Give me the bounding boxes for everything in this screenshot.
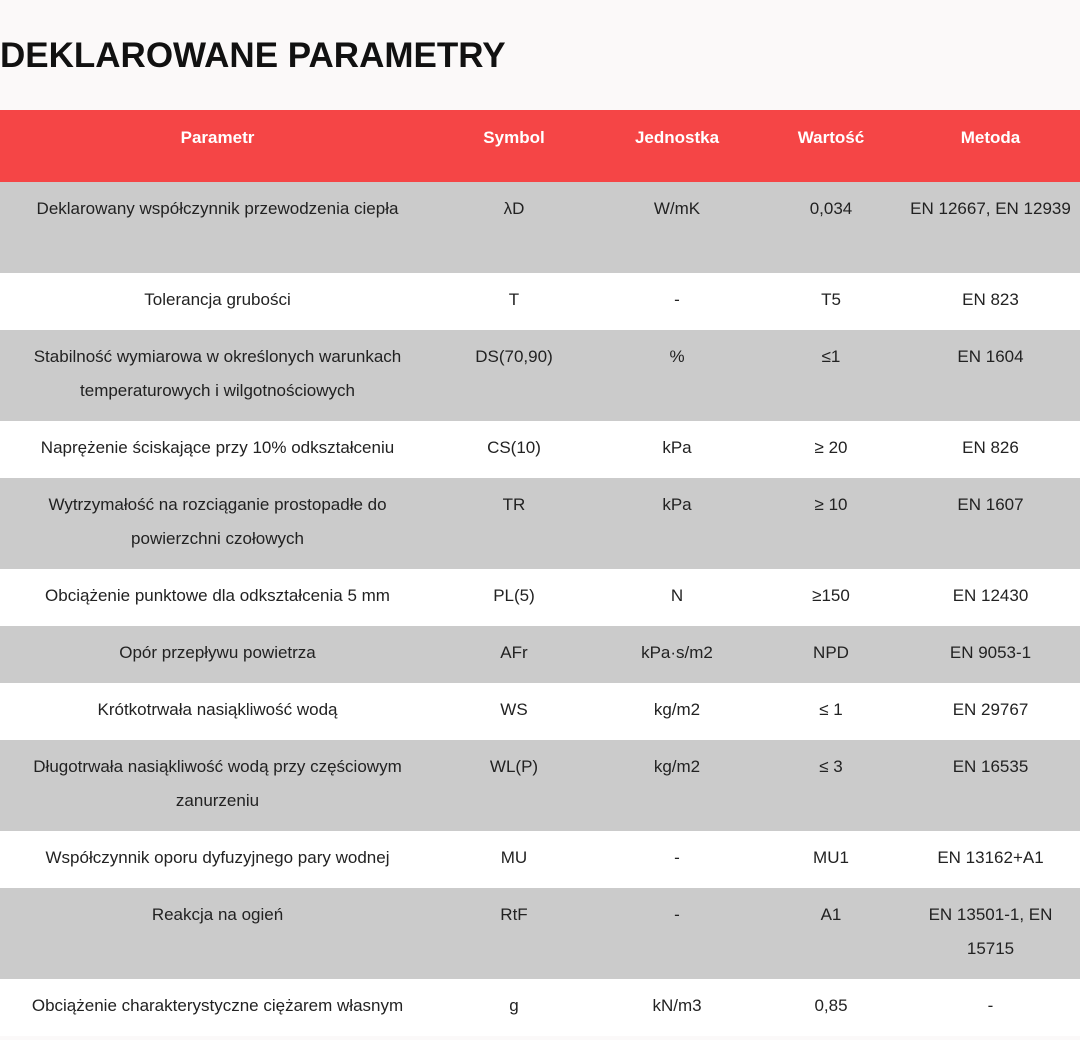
- header-symbol: Symbol: [483, 128, 545, 147]
- cell-wartosc: ≥ 20: [814, 438, 848, 457]
- table-row: [0, 182, 1080, 273]
- cell-symbol: DS(70,90): [475, 347, 553, 366]
- header-metoda: Metoda: [960, 128, 1021, 147]
- cell-parametr: Naprężenie ściskające przy 10% odkształceniu: [40, 438, 395, 457]
- cell-wartosc: 0,85: [814, 996, 848, 1015]
- table-row: [0, 888, 1080, 979]
- table-row: [0, 569, 1080, 626]
- cell-wartosc: T5: [821, 290, 841, 309]
- cell-metoda: -: [987, 996, 994, 1015]
- cell-symbol: PL(5): [493, 586, 535, 605]
- page-title: DEKLAROWANE PARAMETRY: [0, 36, 506, 75]
- cell-symbol: CS(10): [487, 438, 541, 457]
- cell-symbol: g: [509, 996, 519, 1015]
- cell-jednostka: kg/m2: [653, 757, 701, 776]
- table-row: [0, 421, 1080, 478]
- cell-jednostka: kg/m2: [653, 700, 701, 719]
- cell-metoda: EN 16535: [952, 757, 1029, 776]
- cell-jednostka: %: [669, 347, 685, 366]
- cell-metoda: EN 9053-1: [949, 643, 1032, 662]
- cell-parametr: Tolerancja grubości: [144, 290, 291, 309]
- cell-parametr: Krótkotrwała nasiąkliwość wodą: [97, 700, 338, 719]
- table-row: [0, 740, 1080, 831]
- cell-parametr: Obciążenie charakterystyczne ciężarem własnym: [31, 996, 404, 1015]
- cell-symbol: λD: [503, 199, 525, 218]
- cell-symbol: WS: [500, 700, 528, 719]
- header-jednostka: Jednostka: [634, 128, 720, 147]
- cell-wartosc: MU1: [813, 848, 849, 867]
- cell-parametr: Obciążenie punktowe dla odkształcenia 5 mm: [45, 586, 390, 605]
- cell-wartosc: NPD: [813, 643, 849, 662]
- cell-parametr: Stabilność wymiarowa w określonych warunkach temperaturowych i wilgotnościowych: [33, 347, 402, 400]
- table-row: [0, 831, 1080, 888]
- cell-wartosc: A1: [820, 905, 842, 924]
- table-row: [0, 330, 1080, 421]
- cell-jednostka: kPa: [662, 438, 692, 457]
- header-wartosc: Wartość: [797, 128, 865, 147]
- cell-metoda: EN 823: [962, 290, 1019, 309]
- cell-metoda: EN 13501-1, EN 15715: [928, 905, 1053, 958]
- cell-symbol: T: [508, 290, 520, 309]
- cell-jednostka: -: [674, 290, 680, 309]
- cell-symbol: WL(P): [489, 757, 539, 776]
- cell-jednostka: W/mK: [653, 199, 701, 218]
- cell-metoda: EN 826: [962, 438, 1019, 457]
- cell-jednostka: kPa: [662, 495, 692, 514]
- cell-wartosc: ≤1: [821, 347, 841, 366]
- cell-symbol: TR: [502, 495, 526, 514]
- parameters-table: [0, 110, 1080, 1036]
- table-row: [0, 273, 1080, 330]
- header-parametr: Parametr: [180, 128, 255, 147]
- cell-metoda: EN 12667, EN 12939: [910, 199, 1071, 218]
- cell-wartosc: ≥ 10: [814, 495, 848, 514]
- cell-wartosc: 0,034: [809, 199, 853, 218]
- cell-parametr: Deklarowany współczynnik przewodzenia ciepła: [36, 199, 399, 218]
- cell-parametr: Długotrwała nasiąkliwość wodą przy częściowym zanurzeniu: [33, 757, 402, 810]
- cell-parametr: Opór przepływu powietrza: [119, 643, 316, 662]
- cell-metoda: EN 1604: [957, 347, 1024, 366]
- cell-symbol: AFr: [500, 643, 528, 662]
- table-row: [0, 979, 1080, 1036]
- cell-symbol: MU: [500, 848, 528, 867]
- table-row: [0, 478, 1080, 569]
- cell-jednostka: kPa·s/m2: [641, 643, 713, 662]
- table-row: [0, 626, 1080, 683]
- cell-metoda: EN 12430: [952, 586, 1029, 605]
- cell-jednostka: -: [674, 905, 680, 924]
- cell-metoda: EN 13162+A1: [937, 848, 1044, 867]
- cell-wartosc: ≤ 1: [819, 700, 843, 719]
- cell-jednostka: N: [670, 586, 684, 605]
- cell-parametr: Reakcja na ogień: [151, 905, 284, 924]
- cell-wartosc: ≤ 3: [819, 757, 843, 776]
- cell-jednostka: -: [674, 848, 680, 867]
- table-row: [0, 683, 1080, 740]
- cell-jednostka: kN/m3: [652, 996, 702, 1015]
- cell-parametr: Współczynnik oporu dyfuzyjnego pary wodnej: [45, 848, 390, 867]
- cell-metoda: EN 1607: [957, 495, 1024, 514]
- cell-parametr: Wytrzymałość na rozciąganie prostopadłe do powierzchni czołowych: [48, 495, 387, 548]
- cell-metoda: EN 29767: [952, 700, 1029, 719]
- table-header-row: [0, 110, 1080, 182]
- cell-wartosc: ≥150: [812, 586, 850, 605]
- cell-symbol: RtF: [500, 905, 528, 924]
